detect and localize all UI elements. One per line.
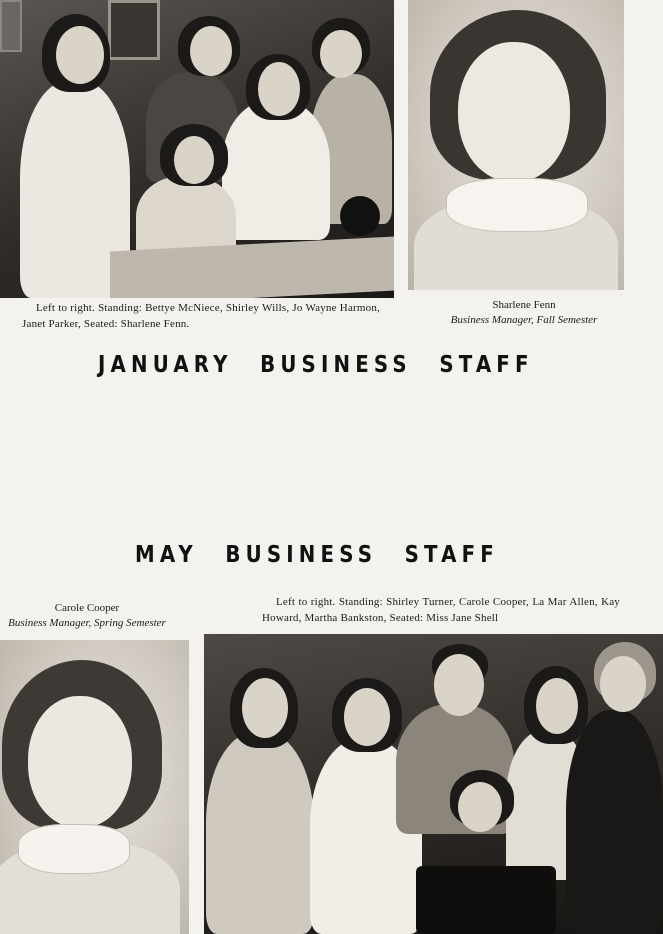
may-group-caption: Left to right. Standing: Shirley Turner, Carole Cooper, La Mar Allen, Kay Howard, Martha Bankston, Seated: Miss Jane Shell bbox=[262, 596, 620, 624]
january-group-photo bbox=[0, 0, 394, 298]
may-group-photo bbox=[204, 634, 663, 934]
portrait-title: Business Manager, Spring Semester bbox=[8, 617, 166, 629]
portrait-name: Carole Cooper bbox=[54, 602, 120, 614]
sharlene-fenn-caption bbox=[424, 298, 624, 328]
may-heading: MAY BUSINESS STAFF bbox=[135, 542, 499, 568]
portrait-name: Sharlene Fenn bbox=[492, 299, 556, 311]
january-group-caption: Left to right. Standing: Bettye McNiece, Shirley Wills, Jo Wayne Harmon, Janet Parker, Seated: Sharlene Fenn. bbox=[22, 302, 380, 330]
carole-cooper-caption bbox=[0, 601, 182, 631]
january-heading: JANUARY BUSINESS STAFF bbox=[98, 352, 534, 378]
portrait-title: Business Manager, Fall Semester bbox=[450, 314, 598, 326]
carole-cooper-portrait bbox=[0, 640, 189, 934]
sharlene-fenn-portrait bbox=[408, 0, 624, 290]
